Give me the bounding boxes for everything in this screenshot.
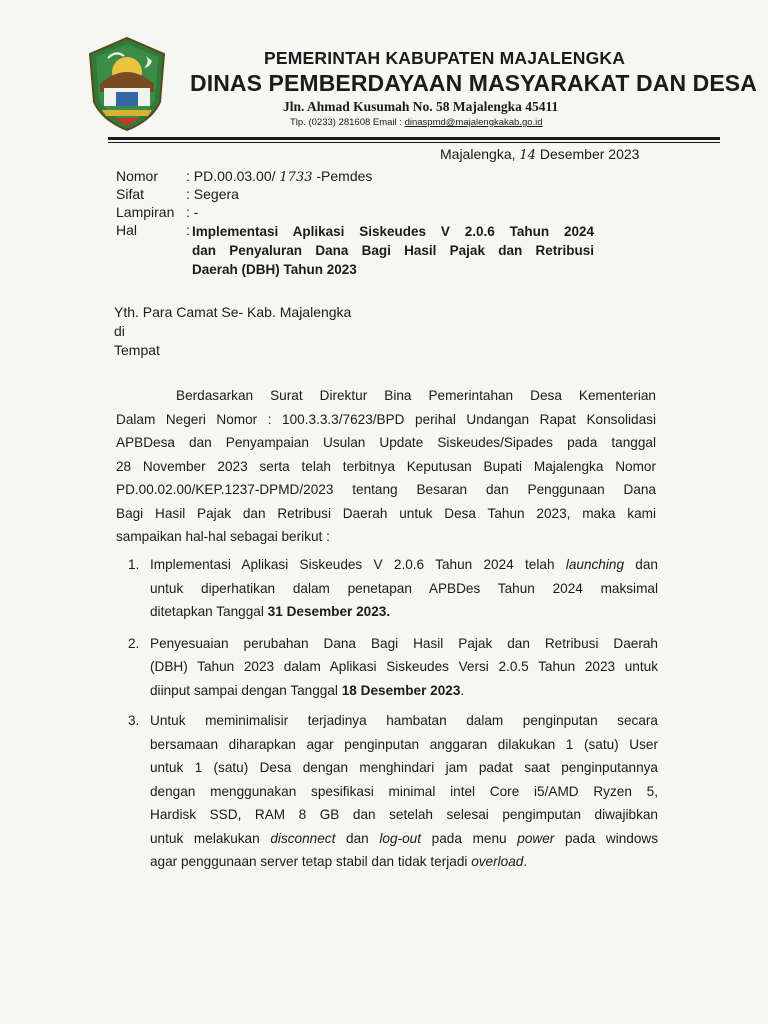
item-text: Implementasi Aplikasi Siskeudes V 2.0.6 Tahun 2024 telah xyxy=(150,557,566,572)
item-text: ditetapkan Tanggal xyxy=(150,604,268,619)
body-line: Dalam Negeri Nomor : 100.3.3.3/7623/BPD perihal Undangan Rapat Konsolidasi xyxy=(116,411,656,427)
contact-phone: Tlp. (0233) 281608 Email : xyxy=(290,117,405,128)
org-name-line2: DINAS PEMBERDAYAAN MASYARAKAT DAN DESA xyxy=(190,70,757,96)
list-item-3 xyxy=(128,709,658,874)
item-text: . xyxy=(523,854,528,869)
item-text: untuk melakukan xyxy=(150,830,271,846)
item-line: untuk 1 (satu) Desa dengan menghindari jam padat saat penginputannya xyxy=(150,760,658,775)
letter-date xyxy=(440,146,639,163)
item-italic-text: power xyxy=(517,830,555,846)
item-bold-date: 18 Desember 2023 xyxy=(341,682,461,698)
date-day-handwritten: 14 xyxy=(519,148,536,163)
item-text: . xyxy=(460,682,465,698)
item-line: bersamaan diharapkan agar penginputan anggaran dilakukan 1 (satu) User xyxy=(150,736,658,752)
letterhead-rule-thin xyxy=(108,142,720,143)
nomor-prefix: : PD.00.03.00/ xyxy=(186,168,280,184)
item-italic-text: disconnect xyxy=(270,830,336,846)
hal-line-2: dan Penyaluran Dana Bagi Hasil Pajak dan Retribusi xyxy=(192,243,594,258)
item-bold-date: 31 Desember 2023. xyxy=(267,604,391,619)
sifat-label: Sifat xyxy=(116,186,145,202)
nomor-suffix: -Pemdes xyxy=(312,168,373,184)
item-text: dan xyxy=(335,830,380,846)
addressee-line1: Yth. Para Camat Se- Kab. Majalengka xyxy=(114,304,352,320)
item-line xyxy=(150,827,658,851)
hal-line-3: Daerah (DBH) Tahun 2023 xyxy=(192,262,357,277)
item-line: (DBH) Tahun 2023 dalam Aplikasi Siskeudes Versi 2.0.5 Tahun 2023 untuk xyxy=(150,659,658,674)
item-line xyxy=(150,679,658,703)
date-city: Majalengka, xyxy=(440,146,520,162)
item-line: Hardisk SSD, RAM 8 GB dan setelah selesai pengimputan diwajibkan xyxy=(150,807,658,822)
hal-label: Hal xyxy=(116,222,138,238)
list-item-1 xyxy=(128,553,658,624)
item-line xyxy=(150,600,658,624)
date-month-year: Desember 2023 xyxy=(535,146,640,162)
item-italic-text: overload xyxy=(471,854,524,869)
item-line: dengan menggunakan spesifikasi minimal intel Core i5/AMD Ryzen 5, xyxy=(150,783,658,799)
body-line: Berdasarkan Surat Direktur Bina Pemerintahan Desa Kementerian xyxy=(176,388,656,403)
item-line xyxy=(150,850,658,874)
item-text: dan xyxy=(624,557,658,572)
addressee-line3: Tempat xyxy=(114,342,160,358)
item-text: diinput sampai dengan Tanggal xyxy=(150,682,342,698)
sifat-value: : Segera xyxy=(186,186,239,202)
org-name-line1: PEMERINTAH KABUPATEN MAJALENGKA xyxy=(264,48,626,68)
list-item-2 xyxy=(128,632,658,703)
lampiran-value: : - xyxy=(186,204,199,220)
hal-subject xyxy=(192,222,594,279)
item-text: pada menu xyxy=(420,830,518,846)
addressee-line2: di xyxy=(114,323,125,339)
body-line: sampaikan hal-hal sebagai berikut : xyxy=(116,529,330,544)
hal-colon: : xyxy=(186,222,190,238)
body-paragraph xyxy=(116,384,656,549)
org-contact xyxy=(290,117,543,128)
item-line: Untuk meminimalisir terjadinya hambatan dalam penginputan secara xyxy=(150,713,658,728)
list-number: 2. xyxy=(128,635,140,651)
lampiran-label: Lampiran xyxy=(116,204,175,220)
item-italic-text: launching xyxy=(565,557,625,572)
item-text: agar penggunaan server tetap stabil dan tidak terjadi xyxy=(150,854,472,869)
item-line: Penyesuaian perubahan Dana Bagi Hasil Pajak dan Retribusi Daerah xyxy=(150,635,658,651)
body-line: PD.00.02.00/KEP.1237-DPMD/2023 tentang Besaran dan Penggunaan Dana xyxy=(116,482,656,497)
nomor-value xyxy=(186,168,372,185)
item-line xyxy=(150,553,658,577)
body-line: 28 November 2023 serta telah terbitnya Keputusan Bupati Majalengka Nomor xyxy=(116,458,656,474)
majalengka-emblem-logo xyxy=(86,36,168,132)
hal-line-1: Implementasi Aplikasi Siskeudes V 2.0.6 Tahun 2024 xyxy=(192,224,594,239)
item-text: pada windows xyxy=(554,830,659,846)
list-number: 1. xyxy=(128,557,140,572)
item-italic-text: log-out xyxy=(379,830,421,846)
numbered-list xyxy=(128,553,658,874)
body-line: APBDesa dan Penyampaian Usulan Update Siskeudes/Sipades pada tanggal xyxy=(116,435,656,450)
body-line: Bagi Hasil Pajak dan Retribusi Daerah untuk Desa Tahun 2023, maka kami xyxy=(116,505,656,521)
letterhead-rule-thick xyxy=(108,137,720,140)
contact-email-link[interactable]: dinaspmd@majalengkakab.go.id xyxy=(404,117,543,128)
list-number: 3. xyxy=(128,713,140,728)
nomor-handwritten: 1733 xyxy=(279,170,313,185)
nomor-label: Nomor xyxy=(116,168,159,184)
addressee-block xyxy=(114,303,351,360)
org-address: Jln. Ahmad Kusumah No. 58 Majalengka 45411 xyxy=(283,99,559,114)
item-line: untuk diperhatikan dalam penetapan APBDes Tahun 2024 maksimal xyxy=(150,580,658,596)
